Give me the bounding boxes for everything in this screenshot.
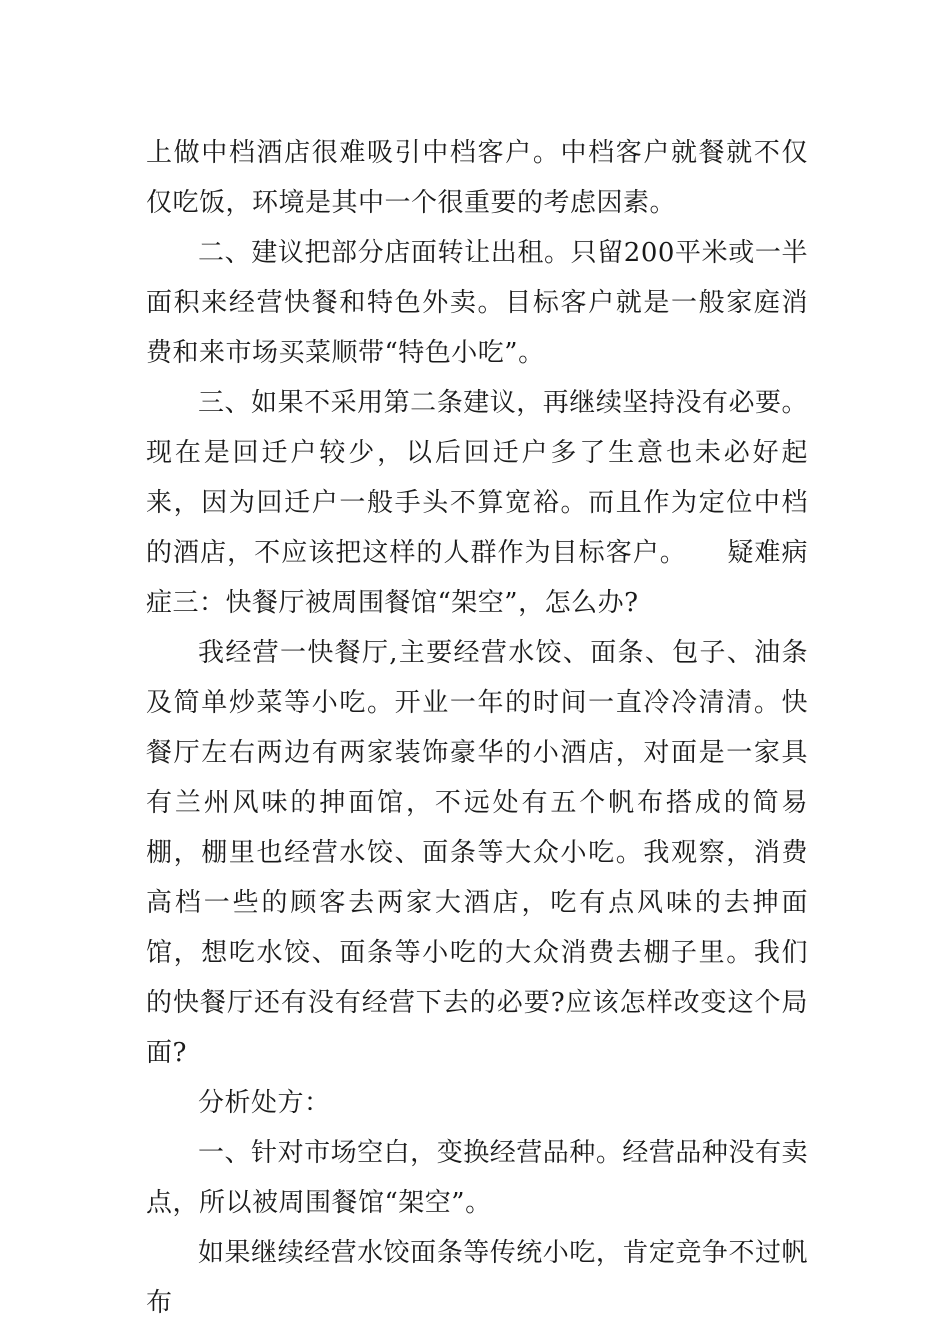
paragraph-suggestion-three bbox=[146, 378, 808, 628]
paragraph-analysis-continued: 如果继续经营水饺面条等传统小吃，肯定竞争不过帆布 bbox=[146, 1238, 808, 1318]
case-three-heading: 疑难病症三：快餐厅被周围餐馆“架空”，怎么办? bbox=[146, 538, 808, 618]
document-body bbox=[146, 128, 808, 1328]
paragraph-continuation: 上做中档酒店很难吸引中档客户。中档客户就餐就不仅仅吃饭，环境是其中一个很重要的考虑因素。 bbox=[146, 138, 808, 218]
paragraph-analysis-heading: 分析处方： bbox=[198, 1088, 331, 1118]
paragraph-suggestion-three-text: 三、如果不采用第二条建议，再继续坚持没有必要。现在是回迁户较少，以后回迁户多了生意也未必好起来，因为回迁户一般手头不算宽裕。而且作为定位中档的酒店，不应该把这样的人群作为目标客户。 bbox=[146, 388, 808, 568]
paragraph-case-description: 我经营一快餐厅,主要经营水饺、面条、包子、油条及简单炒菜等小吃。开业一年的时间一直冷冷清清。快餐厅左右两边有两家装饰豪华的小酒店，对面是一家具有兰州风味的抻面馆，不远处有五个帆布搭成的简易棚，棚里也经营水饺、面条等大众小吃。我观察，消费高档一些的顾客去两家大酒店，吃有点风味的去抻面馆，想吃水饺、面条等小吃的大众消费去棚子里。我们的快餐厅还有没有经营下去的必要?应该怎样改变这个局面? bbox=[146, 638, 808, 1068]
paragraph-analysis-one: 一、针对市场空白，变换经营品种。经营品种没有卖点，所以被周围餐馆“架空”。 bbox=[146, 1138, 808, 1218]
paragraph-suggestion-two: 二、建议把部分店面转让出租。只留200平米或一半面积来经营快餐和特色外卖。目标客户就是一般家庭消费和来市场买菜顺带“特色小吃”。 bbox=[146, 238, 808, 368]
